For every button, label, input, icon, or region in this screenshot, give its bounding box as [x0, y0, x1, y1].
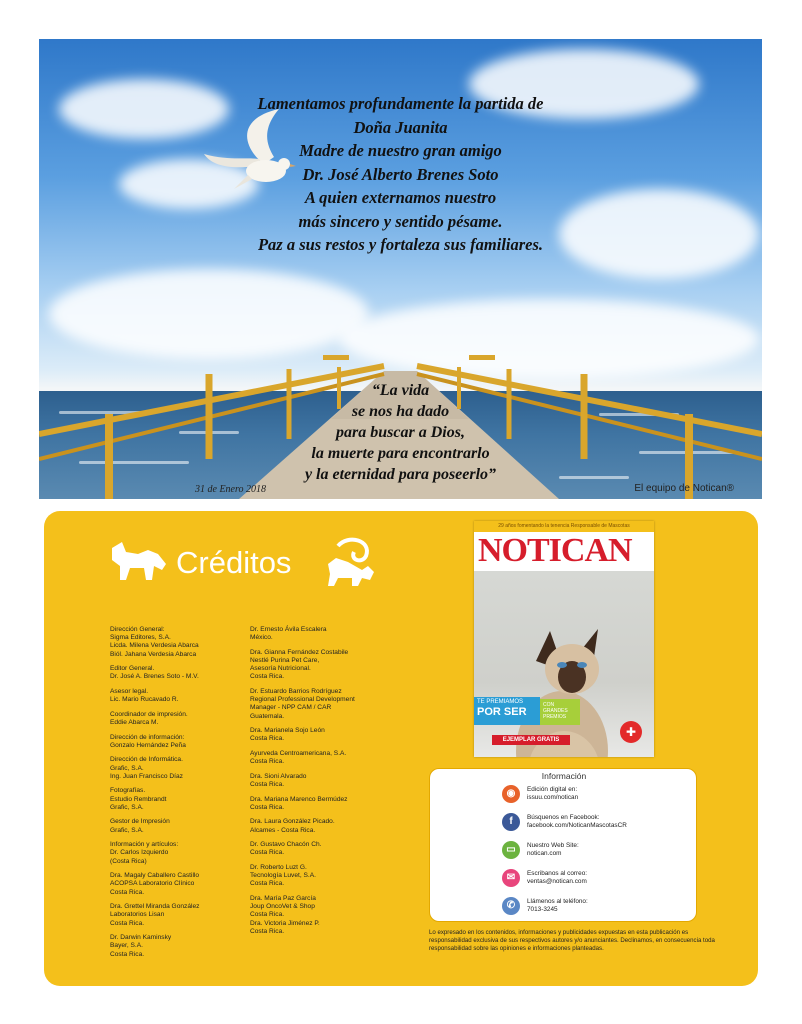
condolence-line: más sincero y sentido pésame. [298, 211, 503, 231]
credit-entry: Información y artículos: Dr. Carlos Izquierdo (Costa Rica) [110, 841, 179, 865]
cover-premios: CON GRANDES PREMIOS [540, 699, 580, 725]
facebook-icon: f [502, 813, 520, 831]
condolence-line: Dr. José Alberto Brenes Soto [302, 164, 499, 184]
credit-entry: Coordinador de impresión. Eddie Abarca M. [110, 710, 188, 726]
cat-icon [318, 536, 376, 588]
promo-big: POR SER [477, 706, 527, 718]
credit-entry: Dr. Gustavo Chacón Ch. Costa Rica. [250, 841, 322, 857]
banner-signature: El equipo de Notican® [634, 483, 734, 494]
magazine-cover[interactable] [474, 521, 654, 757]
condolence-line: A quien externamos nuestro [304, 188, 497, 207]
info-label: Búsquenos en Facebook: [527, 814, 600, 821]
promo-small: TE PREMIAMOS [477, 699, 524, 705]
credits-left-column [110, 626, 230, 965]
credit-entry: Gestor de Impresión Grafic, S.A. [110, 818, 170, 834]
quote-line: “La vida [371, 382, 430, 399]
cover-tagline: 29 años fomentando la tenencia Responsable de Mascotas [474, 521, 654, 532]
info-value: facebook.com/NoticanMascotasCR [527, 822, 627, 829]
condolence-banner [39, 39, 762, 499]
credit-entry: Dirección de Informática. Grafic, S.A. Ing. Juan Francisco Díaz [110, 756, 183, 780]
quote-line: y la eternidad para poseerlo” [304, 466, 497, 483]
condolence-line: Doña Juanita [353, 117, 448, 137]
cover-promo [474, 697, 540, 725]
info-label: Nuestro Web Site: [527, 842, 579, 849]
info-title: Información [541, 771, 587, 781]
paw-seal-icon: ✚ [620, 721, 642, 743]
credit-entry: Asesor legal. Lic. Mario Rucavado R. [110, 688, 179, 704]
info-label: Escribanos al correo: [527, 870, 588, 877]
dog-icon [108, 540, 168, 584]
banner-date: 31 de Enero 2018 [195, 484, 267, 495]
credit-entry: Dr. Estuardo Barrios Rodríguez Regional Professional Development Manager - NPP CAM / CAR Guatemala. [250, 688, 355, 720]
quote [39, 380, 762, 485]
info-box [429, 768, 697, 922]
quote-line: para buscar a Dios, [336, 424, 465, 441]
disclaimer: Lo expresado en los contenidos, informaciones y publicidades expuestas en esta publicación es responsabilidad exclusiva de sus respectivos autores y/o anunciantes. Declinamos, en consecuencia toda responsabilidad sobre las opiniones e informaciones planteadas. [429, 929, 715, 953]
condolence-line: Paz a sus restos y fortaleza sus familiares. [257, 235, 544, 254]
siamese-cat-photo [502, 601, 622, 757]
info-label: Edición digital en: [527, 786, 578, 793]
issuu-icon: ◉ [502, 785, 520, 803]
web-icon: ▭ [502, 841, 520, 859]
info-value: 7013-3245 [527, 906, 558, 913]
credit-entry: Dra. Marianela Sojo León Costa Rica. [250, 727, 325, 743]
phone-icon: ✆ [502, 897, 520, 915]
credit-entry: Dirección de información: Gonzalo Hernández Peña [110, 733, 186, 749]
cover-gift: EJEMPLAR GRATIS [492, 735, 570, 745]
credit-entry: Fotografías. Estudio Rembrandt Grafic, S.A. [110, 787, 167, 811]
quote-line: se nos ha dado [351, 403, 450, 420]
credit-entry: Ayurveda Centroamericana, S.A. Costa Rica. [250, 750, 347, 766]
credits-panel [44, 511, 758, 986]
condolence-line: Lamentamos profundamente la partida de [257, 94, 544, 113]
credit-entry: Dra. Mariana Marenco Bermúdez Costa Rica. [250, 795, 348, 811]
info-value: notican.com [527, 850, 562, 857]
info-value: ventas@notican.com [527, 878, 587, 885]
credit-entry: Dra. María Paz García Joup OncoVet & Shop Costa Rica. Dra. Victoria Jiménez P. Costa Rica. [250, 894, 320, 935]
info-label: Llámenos al teléfono: [527, 898, 588, 905]
mail-icon: ✉ [502, 869, 520, 887]
condolence-line: Madre de nuestro gran amigo [299, 141, 502, 160]
credit-entry: Dra. Grettel Miranda González Laboratorios Lisan Costa Rica. [110, 903, 200, 927]
credit-entry: Editor General. Dr. José A. Brenes Soto - M.V. [110, 665, 199, 681]
credit-entry: Dirección General: Sigma Editores, S.A. Licda. Milena Verdesia Abarca Biól. Jahana Verdesia Abarca [110, 626, 199, 658]
credit-entry: Dra. Gianna Fernández Costabile Nestlé Purina Pet Care, Asesoría Nutricional. Costa Rica. [250, 648, 349, 681]
credit-entry: Dr. Ernesto Ávila Escalera México. [250, 626, 327, 642]
cover-logo: NOTICAN [478, 532, 632, 569]
credits-title: Créditos [176, 545, 292, 580]
credits-right-column [250, 626, 378, 942]
credits-header [108, 536, 374, 588]
credit-entry: Dr. Darwin Kaminsky Bayer, S.A. Costa Rica. [110, 934, 172, 958]
credit-entry: Dr. Roberto Luzt G. Tecnología Luvet, S.A. Costa Rica. [250, 863, 316, 888]
quote-line: la muerte para encontrarlo [311, 445, 490, 462]
condolence-message [39, 92, 762, 257]
info-value: issuu.com/notican [527, 794, 579, 801]
credit-entry: Dra. Sioni Alvarado Costa Rica. [250, 772, 307, 788]
credit-entry: Dra. Magaly Caballero Castillo ACOPSA Laboratorio Clínico Costa Rica. [110, 872, 200, 896]
credit-entry: Dra. Laura González Picado. Alcames - Costa Rica. [250, 818, 335, 834]
